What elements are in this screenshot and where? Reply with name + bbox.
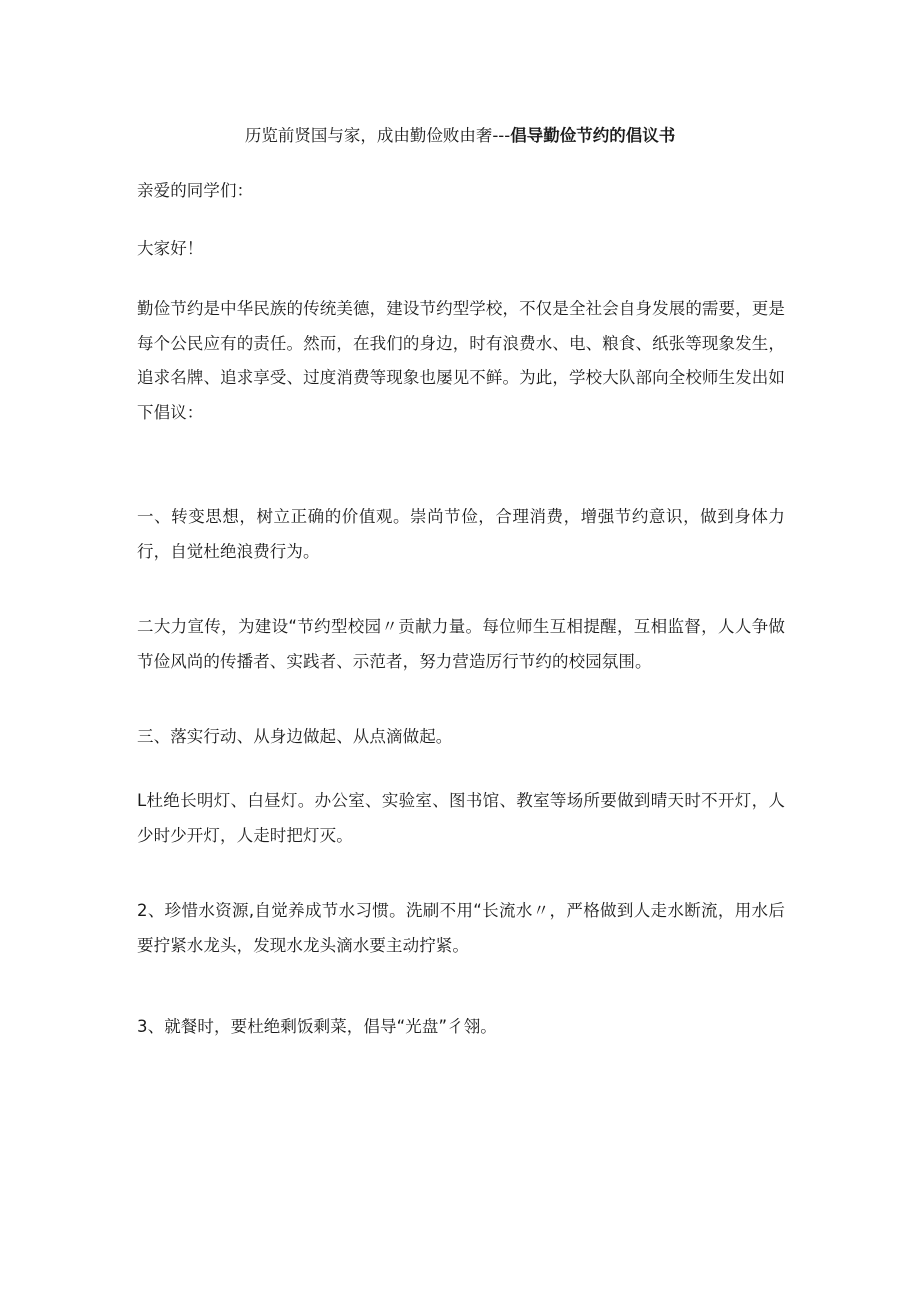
hello: 大家好！	[137, 239, 204, 258]
proposal-point-2: 二大力宣传，为建设“节约型校园〃贡献力量。每位师生互相提醒，互相监督，人人争做节俭风尚的传播者、实践者、示范者，努力营造厉行节约的校园氛围。	[137, 617, 785, 671]
proposal-point-1: 一、转变思想，树立正确的价值观。崇尚节俭，合理消费，增强节约意识，做到身体力行，自觉杜绝浪费行为。	[137, 507, 785, 561]
title-bold: 倡导勤俭节约的倡议书	[510, 126, 676, 145]
proposal-point-3: 三、落实行动、从身边做起、从点滴做起。	[137, 727, 453, 746]
action-item-2: 2、珍惜水资源,自觉养成节水习惯。洗刷不用“长流水〃，严格做到人走水断流，用水后要拧紧水龙头，发现水龙头滴水要主动拧紧。	[137, 901, 785, 955]
action-item-1: L杜绝长明灯、白昼灯。办公室、实验室、图书馆、教室等场所要做到晴天时不开灯，人少时少开灯，人走时把灯灭。	[137, 791, 785, 845]
action-item-3: 3、就餐时，要杜绝剩饭剩菜，倡导“光盘”彳翎。	[137, 1017, 497, 1036]
intro-paragraph: 勤俭节约是中华民族的传统美德，建设节约型学校，不仅是全社会自身发展的需要，更是每个公民应有的责任。然而，在我们的身边，时有浪费水、电、粮食、纸张等现象发生，追求名牌、追求享受、过度消费等现象也屡见不鲜。为此，学校大队部向全校师生发出如下倡议：	[137, 299, 785, 422]
greeting: 亲爱的同学们：	[137, 181, 254, 200]
document-title	[0, 124, 920, 148]
title-lead: 历览前贤国与家，成由勤俭败由奢---	[244, 126, 511, 145]
